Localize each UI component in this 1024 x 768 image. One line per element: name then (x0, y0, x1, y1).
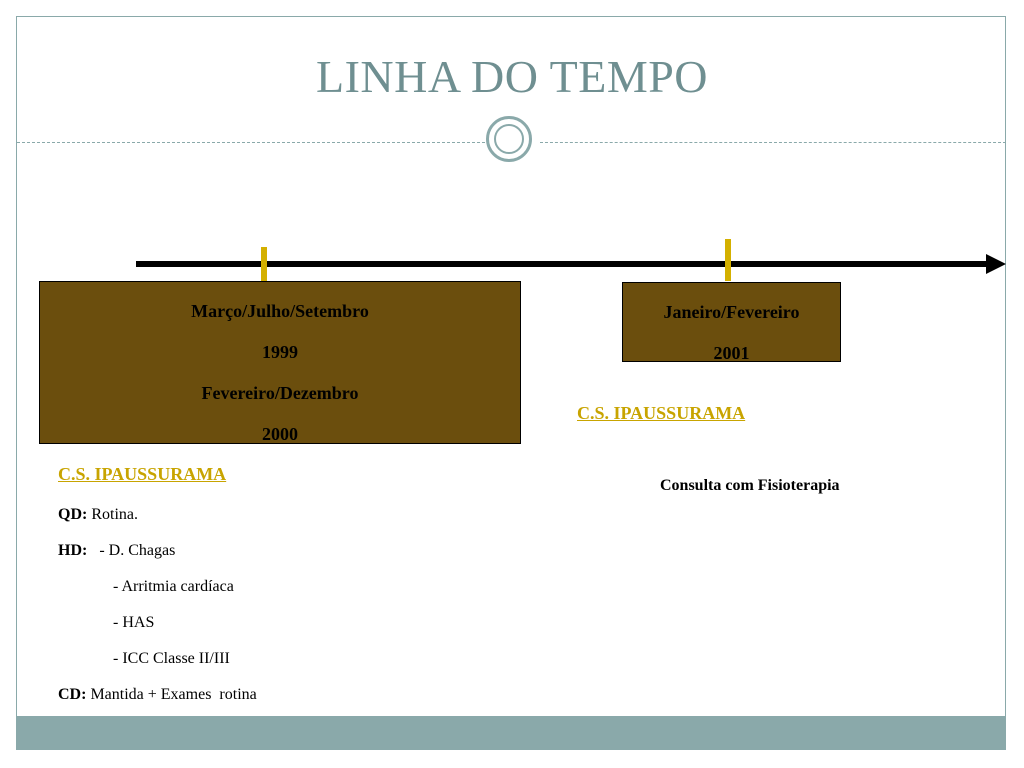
cd-row (58, 683, 257, 719)
hd-item-row: - ICC Classe II/III (113, 650, 230, 667)
period-year-2: 2000 (262, 424, 298, 444)
period-months-2: Fevereiro/Dezembro (201, 383, 359, 403)
separator-circle-icon (486, 116, 532, 162)
title-separator-left (17, 142, 485, 143)
qd-row (58, 503, 257, 539)
period-year-1: 1999 (262, 342, 298, 362)
hd-label: HD: (58, 542, 88, 559)
period-box-2001 (622, 282, 841, 362)
timeline-marker-2001 (725, 239, 731, 281)
footer-band (16, 716, 1006, 750)
clinic-link-left[interactable]: C.S. IPAUSSURAMA (58, 464, 227, 484)
hd-row (58, 539, 257, 575)
hd-item-row: - HAS (113, 614, 155, 631)
clinic-link-right[interactable]: C.S. IPAUSSURAMA (577, 403, 746, 423)
period-months-1: Março/Julho/Setembro (191, 301, 369, 321)
title-separator-right (540, 142, 1006, 143)
slide-title: LINHA DO TEMPO (315, 51, 709, 102)
cd-value: Mantida + Exames rotina (86, 686, 257, 703)
separator-inner-circle (494, 124, 524, 154)
period-box-1999-2000 (39, 281, 521, 444)
qd-label: QD: (58, 506, 88, 523)
clinical-notes (58, 503, 257, 719)
hd-item-row: - Arritmia cardíaca (113, 578, 234, 595)
consult-note: Consulta com Fisioterapia (660, 477, 840, 494)
qd-value: Rotina. (87, 506, 138, 523)
hd-item: - D. Chagas (87, 542, 176, 559)
period-months-3: Janeiro/Fevereiro (663, 302, 800, 322)
cd-label: CD: (58, 686, 87, 703)
period-year-3: 2001 (713, 343, 750, 363)
timeline-arrow-icon (986, 254, 1006, 274)
